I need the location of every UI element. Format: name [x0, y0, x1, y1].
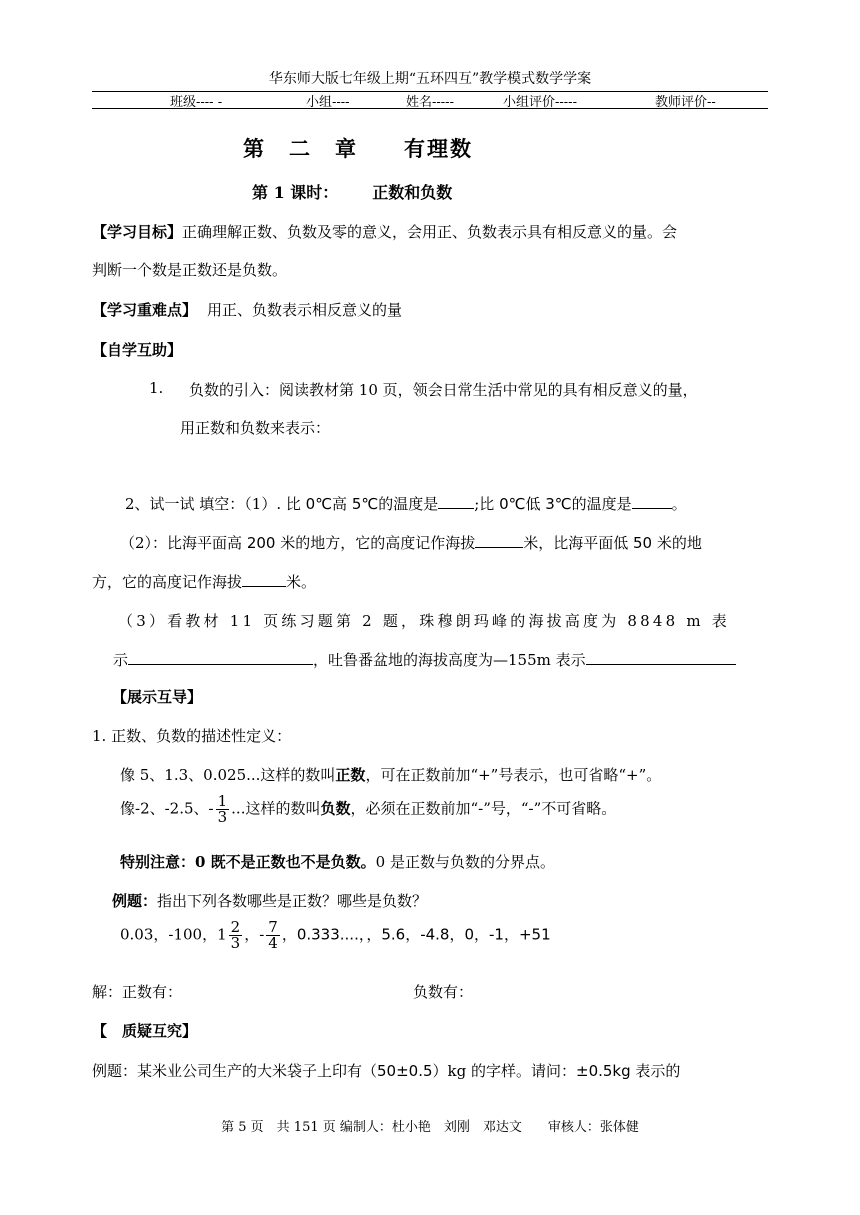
answer-positive: 解：正数有： [92, 983, 183, 1001]
item2-line [125, 493, 687, 514]
key-tag: 【学习重难点】 [92, 301, 198, 319]
blank-temp-1[interactable] [438, 494, 474, 509]
tolerance-value: ±0.5kg [576, 1062, 631, 1080]
field-group-eval: 小组评价----- [503, 95, 577, 110]
field-teacher-eval: 教师评价-- [655, 95, 716, 110]
item4-text: 示 [113, 651, 129, 669]
blank-altitude-1[interactable] [475, 533, 523, 548]
item2-text: 的温度是 [571, 495, 632, 513]
example-label: 例题： [112, 892, 158, 910]
goal-tag: 【学习目标】 [92, 223, 183, 241]
item2-temp-high: 0℃高 5℃ [305, 495, 379, 513]
number-list-text: 0.03，-100，1 [120, 925, 227, 944]
fraction-numerator: 1 [217, 792, 228, 810]
number-list-text: ，- [244, 925, 265, 944]
question-text-part: ）kg 的字样。请问： [432, 1062, 576, 1080]
page-footer: 第 5 页 共 151 页 编制人：杜小艳 刘刚 邓达文 审核人：张体健 [221, 1120, 639, 1135]
goal-text-2: 判断一个数是正数还是负数。 [92, 261, 288, 279]
answer-negative: 负数有： [413, 983, 474, 1001]
key-text: 用正、负数表示相反意义的量 [207, 301, 403, 319]
item4-line-1: （3）看教材 11 页练习题第 2 题，珠穆朗玛峰的海拔高度为 8848 m 表 [118, 612, 730, 630]
item2-text: 。 [671, 495, 687, 513]
item3-text: （2）：比海平面高 [120, 534, 247, 552]
positive-text: ，可在正数前加“+”号表示，也可省略“+”。 [365, 766, 662, 784]
item1-num: 1. [149, 379, 164, 397]
negative-term: 负数 [320, 799, 351, 818]
item3-text: 米，比海平面低 [523, 534, 634, 552]
item3-line-1 [120, 532, 702, 553]
item1-text-2: 用正数和负数来表示： [180, 419, 331, 437]
fraction-denominator: 3 [217, 808, 228, 826]
negative-text: 像-2、-2.5、- [120, 799, 214, 818]
show-tag: 【展示互导】 [112, 688, 203, 706]
field-class: 班级---- - [170, 95, 223, 110]
item3-line-2 [92, 571, 316, 592]
goal-text-1: 正确理解正数、负数及零的意义，会用正、负数表示具有相反意义的量。会 [182, 223, 678, 241]
header-rule-bottom [92, 108, 768, 109]
positive-text: 像 5、1.3、0.025...这样的数叫 [120, 766, 336, 784]
example-line [112, 890, 427, 911]
item3-text: 米。 [286, 573, 317, 591]
lesson-label: 第 1 课时： [252, 183, 339, 202]
special-note-text: 0 是正数与负数的分界点。 [375, 853, 555, 871]
negative-text: ...这样的数叫 [231, 799, 321, 818]
item1-text-1: 负数的引入：阅读教材第 10 页，领会日常生活中常见的具有相反意义的量， [189, 381, 698, 399]
chapter-title: 第 二 章 有理数 [243, 136, 473, 161]
fraction-numerator: 7 [268, 918, 278, 936]
negative-text: ，必须在正数前加“-”号，“-”不可省略。 [350, 799, 617, 818]
item2-temp-low: 0℃低 3℃ [499, 495, 572, 513]
blank-turpan[interactable] [586, 650, 736, 665]
blank-everest[interactable] [128, 650, 313, 665]
header-title: 华东师大版七年级上期“五环四互”教学模式数学学案 [268, 71, 592, 87]
fraction-denominator: 4 [268, 934, 278, 952]
fraction-denominator: 3 [230, 934, 241, 952]
number-list [120, 920, 551, 951]
item3-text: 米的地 [652, 534, 702, 552]
blank-temp-2[interactable] [632, 494, 672, 509]
blank-altitude-2[interactable] [242, 572, 286, 587]
self-study-tag: 【自学互助】 [92, 341, 183, 359]
field-name: 姓名----- [406, 95, 454, 110]
number-list-text: ，0.333....，，5.6，-4.8，0，-1，+51 [281, 925, 551, 944]
item4-line-2 [113, 649, 736, 670]
item3-text: 米的地方，它的高度记作海拔 [275, 534, 476, 552]
item4-text: ，吐鲁番盆地的海拔高度为—155m 表示 [313, 651, 586, 669]
question-text [92, 1060, 680, 1081]
positive-term: 正数 [335, 766, 366, 784]
item2-text: 2、试一试 填空：（1）. 比 [125, 495, 306, 513]
item2-text: 的温度是 [378, 495, 439, 513]
question-tag: 【 质疑互究】 [92, 1022, 198, 1040]
question-text-part: 表示的 [630, 1062, 681, 1080]
item3-num-200: 200 [246, 534, 276, 552]
item3-text: 方，它的高度记作海拔 [92, 573, 243, 591]
negative-definition [120, 794, 616, 825]
key-line [92, 299, 402, 320]
item3-num-50: 50 [633, 534, 653, 552]
field-group: 小组---- [306, 95, 350, 110]
special-note-bold: 特别注意：0 既不是正数也不是负数。 [120, 853, 376, 871]
fraction-one-third [216, 794, 230, 825]
lesson-heading [252, 180, 452, 203]
item2-text: ;比 [474, 495, 500, 513]
tolerance-label: 50±0.5 [377, 1062, 433, 1080]
question-text-part: 例题：某米业公司生产的大米袋子上印有（ [92, 1062, 378, 1080]
lesson-title: 正数和负数 [372, 183, 453, 202]
example-text: 指出下列各数哪些是正数？哪些是负数？ [157, 892, 428, 910]
definition-title: 1. 正数、负数的描述性定义： [92, 727, 292, 745]
fraction-numerator: 2 [230, 918, 241, 936]
fraction-seven-fourths [266, 920, 280, 951]
fraction-two-thirds [229, 920, 243, 951]
goal-line-1 [92, 221, 677, 242]
special-note [120, 851, 555, 872]
positive-definition [120, 764, 661, 785]
